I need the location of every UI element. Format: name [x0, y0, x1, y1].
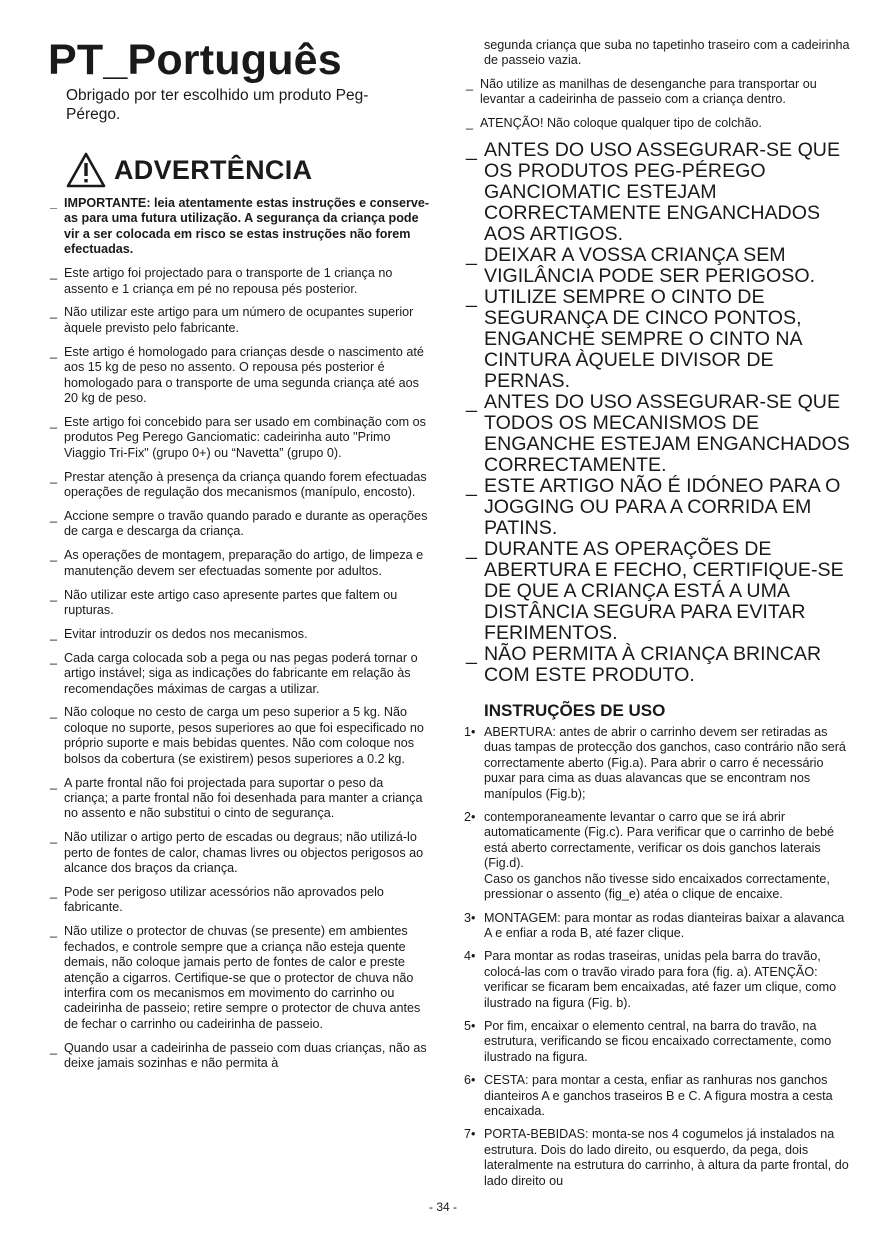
step-text: Por fim, encaixar o elemento central, na barra do travão, na estrutura, verificando se ficou encaixado correctamente, como ilustrado na figura.	[484, 1018, 832, 1064]
caps-list-item: _ NÃO PERMITA À CRIANÇA BRINCAR COM ESTE PRODUTO.	[464, 644, 850, 686]
caps-list-item: _ ANTES DO USO ASSEGURAR-SE QUE OS PRODUTOS PEG-PÉREGO GANCIOMATIC ESTEJAM CORRECTAMENTE ENGANCHADOS AOS ARTIGOS.	[464, 140, 850, 245]
step-number: 2•	[464, 810, 476, 825]
caps-list-item: _ DURANTE AS OPERAÇÕES DE ABERTURA E FECHO, CERTIFIQUE-SE DE QUE A CRIANÇA ESTÁ A UMA DISTÂNCIA SEGURA PARA EVITAR FERIMENTOS.	[464, 539, 850, 644]
instruction-step	[464, 1019, 850, 1065]
list-item: _ A parte frontal não foi projectada para suportar o peso da criança; a parte frontal não foi desenhada para manter a criança no assento e não substitui o cinto de segurança.	[48, 776, 430, 822]
instruction-step	[464, 725, 850, 802]
caps-list-item: _ ESTE ARTIGO NÃO É IDÓNEO PARA O JOGGING OU PARA A CORRIDA EM PATINS.	[464, 476, 850, 539]
left-column	[48, 34, 430, 1080]
warning-triangle-icon	[66, 152, 106, 188]
list-item: _ Não utilizar este artigo para um número de ocupantes superior àquele previsto pelo fabricante.	[48, 305, 430, 336]
step-text: Para montar as rodas traseiras, unidas pela barra do travão, colocá-las com o travão virado para fora (fig. a). ATENÇÃO: verificar se ficaram bem encaixadas, até fazer um clique, como ilustrado na figura (Fig. b).	[484, 949, 837, 1010]
caps-list-item: _ DEIXAR A VOSSA CRIANÇA SEM VIGILÂNCIA PODE SER PERIGOSO.	[464, 245, 850, 287]
step-text: MONTAGEM: para montar as rodas dianteiras baixar a alavanca A e enfiar a roda B, até fazer clique.	[484, 910, 845, 940]
list-item: _ Não utilize o protector de chuvas (se presente) em ambientes fechados, e controle sempre que a criança não esteja quente demais, não coloque jamais perto de fontes de calor e preste atenção a cigarros. Certifique-se que o protector de chuva não interfira com os mecanismos em movimento do carrinho ou cadeirinha de passeio; retire sempre o protector de chuva antes de fechar o carrinho ou cadeirinha de passeio.	[48, 924, 430, 1032]
instruction-step	[464, 1127, 850, 1189]
step-number: 6•	[464, 1073, 476, 1088]
list-item: _ Cada carga colocada sob a pega ou nas pegas poderá tornar o artigo instável; siga as indicações do fabricante em relação às recomendações máximas de cargas a utilizar.	[48, 651, 430, 697]
step-number: 1•	[464, 725, 476, 740]
list-item: _ As operações de montagem, preparação do artigo, de limpeza e manutenção devem ser efectuadas somente por adultos.	[48, 548, 430, 579]
caps-list-item: _ ANTES DO USO ASSEGURAR-SE QUE TODOS OS MECANISMOS DE ENGANCHE ESTEJAM ENGANCHADOS CORRECTAMENTE.	[464, 392, 850, 476]
instruction-step	[464, 1073, 850, 1119]
instructions-heading: INSTRUÇÕES DE USO	[484, 701, 666, 721]
step-text: PORTA-BEBIDAS: monta-se nos 4 cogumelos já instalados na estrutura. Dois do lado direito, ou esquerdo, da pega, dois lateralmente na estrutura do carrinho, à altura da parte frontal, do lado direito ou	[484, 1127, 849, 1188]
warning-list-continued	[464, 77, 850, 132]
list-item: _ Quando usar a cadeirinha de passeio com duas crianças, não as deixe jamais sozinhas e não permita à	[48, 1041, 430, 1072]
step-number: 7•	[464, 1127, 476, 1142]
caps-warning-list	[464, 140, 850, 686]
warning-list	[48, 196, 430, 1072]
list-item: _ Não utilize as manilhas de desenganche para transportar ou levantar a cadeirinha de passeio com a criança dentro.	[464, 77, 850, 108]
continuation-text: segunda criança que suba no tapetinho traseiro com a cadeirinha de passeio vazia.	[484, 38, 850, 68]
instructions-list	[464, 725, 850, 1189]
warning-heading	[66, 152, 430, 188]
step-text: contemporaneamente levantar o carro que se irá abrir automaticamente (Fig.c). Para verificar que o carrinho de bebé está aberto correctamente, verificar os dois ganchos laterais (Fig.d). Caso os ganchos não tivesse sido encaixados correctamente, pressionar o assento (fig_e) atéa o clique de encaixe.	[484, 810, 834, 902]
instruction-step	[464, 911, 850, 942]
list-item: _ Evitar introduzir os dedos nos mecanismos.	[48, 627, 430, 642]
step-number: 3•	[464, 910, 476, 925]
list-item: _ Pode ser perigoso utilizar acessórios não aprovados pelo fabricante.	[48, 885, 430, 916]
list-item: _ IMPORTANTE: leia atentamente estas instruções e conserve-as para uma futura utilização. A segurança da criança pode vir a ser colocada em risco se estas instruções não forem efectuadas.	[48, 196, 430, 258]
right-column	[464, 38, 850, 1197]
list-item: _ Não utilizar o artigo perto de escadas ou degraus; não utilizá-lo perto de fontes de calor, chamas livres ou objectos perigosos ao alcance dos braços da criança.	[48, 830, 430, 876]
step-number: 5•	[464, 1018, 476, 1033]
page-title: PT_Português	[48, 36, 342, 84]
instruction-step	[464, 810, 850, 902]
list-item: _ Prestar atenção à presença da criança quando forem efectuadas operações de regulação dos mecanismos (manípulo, encosto).	[48, 470, 430, 501]
caps-list-item: _ UTILIZE SEMPRE O CINTO DE SEGURANÇA DE CINCO PONTOS, ENGANCHE SEMPRE O CINTO NA CINTURA ÀQUELE DIVISOR DE PERNAS.	[464, 287, 850, 392]
list-item: _ Não coloque no cesto de carga um peso superior a 5 kg. Não coloque no suporte, pesos superiores ao que foi especificado no próprio suporte e mais bebidas quentes. Não com coloque nos bolsos da cobertura (se existirem) pesos superiores a 0.2 kg.	[48, 705, 430, 767]
list-item: _ ATENÇÃO! Não coloque qualquer tipo de colchão.	[464, 116, 850, 131]
list-item: _ Este artigo é homologado para crianças desde o nascimento até aos 15 kg de peso no assento. O repousa pés posterior é homologado para o transporte de uma segunda criança até aos 20 kg de peso.	[48, 345, 430, 407]
warning-heading-text: ADVERTÊNCIA	[114, 154, 313, 185]
list-item: _ Este artigo foi concebido para ser usado em combinação com os produtos Peg Perego Ganciomatic: cadeirinha auto "Primo Viaggio Tri-Fix" (grupo 0+) ou “Navetta” (grupo 0).	[48, 415, 430, 461]
page-subtitle: Obrigado por ter escolhido um produto Peg-Pérego.	[66, 87, 369, 123]
step-text: CESTA: para montar a cesta, enfiar as ranhuras nos ganchos dianteiros A e ganchos traseiros B e C. A figura mostra a cesta encaixada.	[484, 1073, 833, 1118]
page-number: - 34 -	[428, 1200, 457, 1214]
list-item: _ Accione sempre o travão quando parado e durante as operações de carga e descarga da criança.	[48, 509, 430, 540]
list-item: _ Não utilizar este artigo caso apresente partes que faltem ou rupturas.	[48, 588, 430, 619]
instruction-step	[464, 949, 850, 1011]
step-number: 4•	[464, 949, 476, 964]
step-text: ABERTURA: antes de abrir o carrinho devem ser retiradas as duas tampas de protecção dos ganchos, caso contrário não será correctamente aberto (Fig.a). Para abrir o carro é necessário puxar para cima as duas alavancas que se encontram nos manípulos (Fig.b);	[484, 725, 846, 801]
list-item: _ Este artigo foi projectado para o transporte de 1 criança no assento e 1 criança em pé no repousa pés posterior.	[48, 266, 430, 297]
